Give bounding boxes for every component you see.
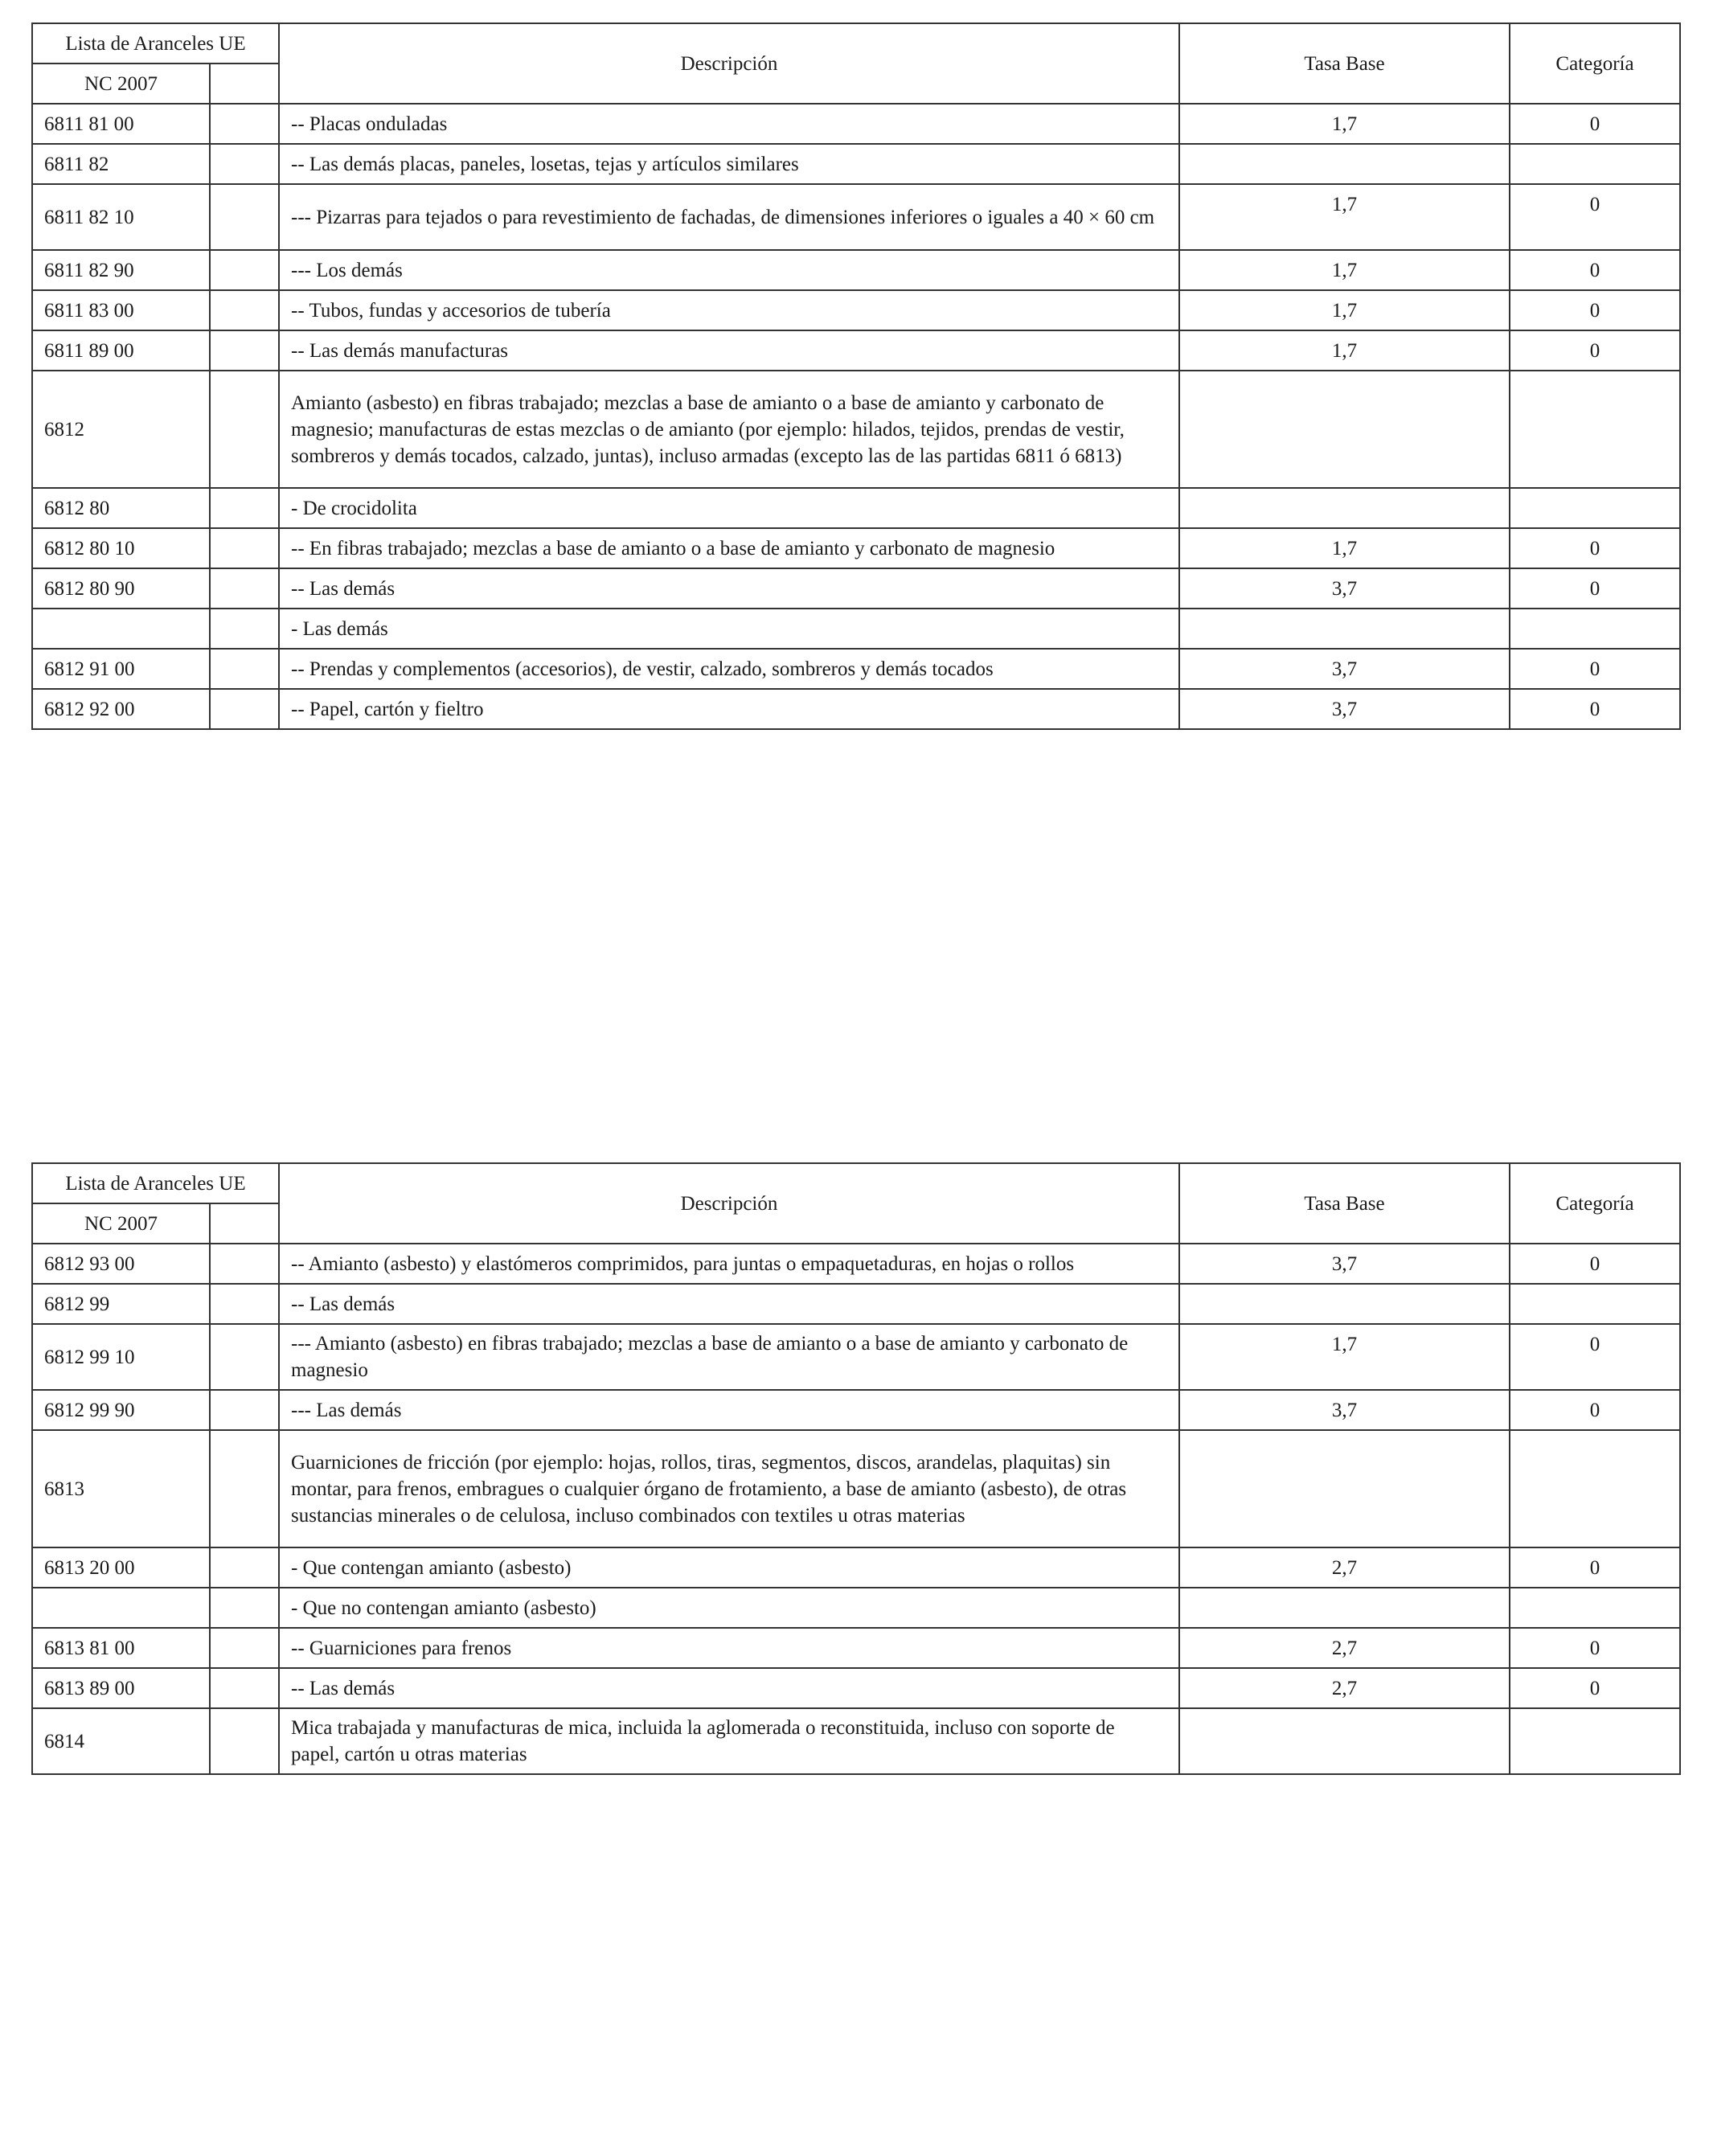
row-tasa: 3,7	[1179, 649, 1510, 689]
row-blank	[210, 689, 279, 729]
row-tasa: 1,7	[1179, 290, 1510, 330]
header-categoria: Categoría	[1510, 1163, 1680, 1244]
row-blank	[210, 1244, 279, 1284]
row-code: 6812 99 90	[32, 1390, 210, 1430]
header-nc: NC 2007	[32, 64, 210, 104]
row-blank	[210, 330, 279, 371]
row-cat: 0	[1510, 330, 1680, 371]
row-cat: 0	[1510, 568, 1680, 609]
row-code: 6811 81 00	[32, 104, 210, 144]
table-row	[32, 488, 1680, 528]
row-blank	[210, 1628, 279, 1668]
row-desc: - Que no contengan amianto (asbesto)	[279, 1588, 1179, 1628]
table-row	[32, 649, 1680, 689]
row-tasa: 3,7	[1179, 1244, 1510, 1284]
row-code: 6812 93 00	[32, 1244, 210, 1284]
table-row	[32, 104, 1680, 144]
row-desc: -- Amianto (asbesto) y elastómeros comprimidos, para juntas o empaquetaduras, en hojas o rollos	[279, 1244, 1179, 1284]
row-tasa: 3,7	[1179, 568, 1510, 609]
row-desc: -- Guarniciones para frenos	[279, 1628, 1179, 1668]
row-code: 6812 91 00	[32, 649, 210, 689]
row-cat: 0	[1510, 528, 1680, 568]
row-blank	[210, 528, 279, 568]
row-desc: -- En fibras trabajado; mezclas a base de amianto o a base de amianto y carbonato de magnesio	[279, 528, 1179, 568]
row-blank	[210, 1668, 279, 1708]
row-cat: 0	[1510, 250, 1680, 290]
table-row	[32, 1628, 1680, 1668]
row-code: 6811 83 00	[32, 290, 210, 330]
row-code: 6812 92 00	[32, 689, 210, 729]
row-code: 6812 80 90	[32, 568, 210, 609]
row-blank	[210, 104, 279, 144]
row-code: 6812 99	[32, 1284, 210, 1324]
table-row	[32, 609, 1680, 649]
table-row	[32, 330, 1680, 371]
row-tasa: 1,7	[1179, 528, 1510, 568]
row-desc: -- Las demás	[279, 1668, 1179, 1708]
header-categoria: Categoría	[1510, 23, 1680, 104]
table-row	[32, 144, 1680, 184]
row-blank	[210, 609, 279, 649]
row-code: 6812 80	[32, 488, 210, 528]
row-code	[32, 609, 210, 649]
row-blank	[210, 1588, 279, 1628]
row-tasa: 1,7	[1179, 250, 1510, 290]
row-code: 6811 82	[32, 144, 210, 184]
row-tasa: 1,7	[1179, 104, 1510, 144]
header-descripcion: Descripción	[279, 23, 1179, 104]
row-desc: -- Papel, cartón y fieltro	[279, 689, 1179, 729]
row-blank	[210, 184, 279, 250]
row-cat: 0	[1510, 1628, 1680, 1668]
row-blank	[210, 1284, 279, 1324]
header-tasa-base: Tasa Base	[1179, 23, 1510, 104]
row-desc: --- Los demás	[279, 250, 1179, 290]
row-code: 6812 80 10	[32, 528, 210, 568]
table-row	[32, 371, 1680, 488]
row-desc: Amianto (asbesto) en fibras trabajado; mezclas a base de amianto o a base de amianto y carbonato de magnesio; manufacturas de estas mezclas o de amianto (por ejemplo: hilados, tejidos, prendas de vestir, sombreros y demás tocados, calzado, juntas), incluso armadas (excepto las de las partidas 6811 ó 6813)	[279, 371, 1179, 488]
row-code: 6811 82 90	[32, 250, 210, 290]
table-row	[32, 1708, 1680, 1774]
row-cat	[1510, 144, 1680, 184]
row-tasa	[1179, 1284, 1510, 1324]
row-desc: --- Amianto (asbesto) en fibras trabajado; mezclas a base de amianto o a base de amianto y carbonato de magnesio	[279, 1324, 1179, 1390]
row-code: 6813 20 00	[32, 1547, 210, 1588]
row-cat: 0	[1510, 649, 1680, 689]
row-cat	[1510, 1284, 1680, 1324]
row-cat	[1510, 1708, 1680, 1774]
row-cat	[1510, 488, 1680, 528]
row-blank	[210, 371, 279, 488]
row-tasa	[1179, 371, 1510, 488]
row-desc: -- Las demás placas, paneles, losetas, tejas y artículos similares	[279, 144, 1179, 184]
header-nc: NC 2007	[32, 1203, 210, 1244]
row-cat	[1510, 1430, 1680, 1547]
row-code: 6813 89 00	[32, 1668, 210, 1708]
header-blank	[210, 64, 279, 104]
table-row	[32, 1284, 1680, 1324]
tariff-table-2	[31, 1162, 1681, 1775]
row-desc: --- Pizarras para tejados o para revestimiento de fachadas, de dimensiones inferiores o iguales a 40 × 60 cm	[279, 184, 1179, 250]
row-blank	[210, 250, 279, 290]
row-tasa: 1,7	[1179, 1324, 1510, 1390]
row-desc: Guarniciones de fricción (por ejemplo: hojas, rollos, tiras, segmentos, discos, arandelas, plaquitas) sin montar, para frenos, embragues o cualquier órgano de frotamiento, a base de amianto (asbesto), de otras sustancias minerales o de celulosa, incluso combinados con textiles u otras materias	[279, 1430, 1179, 1547]
row-tasa: 1,7	[1179, 330, 1510, 371]
tariff-table-1	[31, 23, 1681, 730]
row-desc: -- Prendas y complementos (accesorios), de vestir, calzado, sombreros y demás tocados	[279, 649, 1179, 689]
table-row	[32, 568, 1680, 609]
table-row	[32, 1547, 1680, 1588]
row-tasa: 2,7	[1179, 1547, 1510, 1588]
row-tasa	[1179, 1708, 1510, 1774]
row-tasa	[1179, 609, 1510, 649]
row-cat: 0	[1510, 689, 1680, 729]
row-desc: -- Tubos, fundas y accesorios de tubería	[279, 290, 1179, 330]
row-code: 6813	[32, 1430, 210, 1547]
row-blank	[210, 290, 279, 330]
row-code: 6811 82 10	[32, 184, 210, 250]
row-cat	[1510, 1588, 1680, 1628]
header-blank	[210, 1203, 279, 1244]
row-blank	[210, 1390, 279, 1430]
row-blank	[210, 1324, 279, 1390]
row-cat: 0	[1510, 1390, 1680, 1430]
table-row	[32, 528, 1680, 568]
row-tasa: 2,7	[1179, 1628, 1510, 1668]
row-desc: - Las demás	[279, 609, 1179, 649]
row-desc: - De crocidolita	[279, 488, 1179, 528]
row-cat: 0	[1510, 1547, 1680, 1588]
row-tasa: 2,7	[1179, 1668, 1510, 1708]
row-cat	[1510, 371, 1680, 488]
row-tasa: 3,7	[1179, 1390, 1510, 1430]
row-code: 6814	[32, 1708, 210, 1774]
table-row	[32, 250, 1680, 290]
row-code	[32, 1588, 210, 1628]
row-code: 6812	[32, 371, 210, 488]
row-tasa	[1179, 1430, 1510, 1547]
header-tasa-base: Tasa Base	[1179, 1163, 1510, 1244]
row-code: 6811 89 00	[32, 330, 210, 371]
row-blank	[210, 488, 279, 528]
header-lista: Lista de Aranceles UE	[32, 23, 279, 64]
row-cat: 0	[1510, 1668, 1680, 1708]
row-cat: 0	[1510, 184, 1680, 250]
row-blank	[210, 1547, 279, 1588]
table-row	[32, 1390, 1680, 1430]
row-blank	[210, 1430, 279, 1547]
row-desc: -- Las demás	[279, 1284, 1179, 1324]
row-tasa	[1179, 1588, 1510, 1628]
table-row	[32, 689, 1680, 729]
table-row	[32, 1244, 1680, 1284]
table-row	[32, 184, 1680, 250]
row-code: 6813 81 00	[32, 1628, 210, 1668]
table-row	[32, 1324, 1680, 1390]
table-row	[32, 1430, 1680, 1547]
row-cat: 0	[1510, 1324, 1680, 1390]
row-tasa: 1,7	[1179, 184, 1510, 250]
row-cat: 0	[1510, 104, 1680, 144]
row-tasa	[1179, 488, 1510, 528]
row-tasa	[1179, 144, 1510, 184]
row-desc: --- Las demás	[279, 1390, 1179, 1430]
row-desc: -- Las demás manufacturas	[279, 330, 1179, 371]
row-tasa: 3,7	[1179, 689, 1510, 729]
row-desc: - Que contengan amianto (asbesto)	[279, 1547, 1179, 1588]
row-blank	[210, 568, 279, 609]
row-cat	[1510, 609, 1680, 649]
row-cat: 0	[1510, 290, 1680, 330]
row-desc: Mica trabajada y manufacturas de mica, incluida la aglomerada o reconstituida, incluso con soporte de papel, cartón u otras materias	[279, 1708, 1179, 1774]
table-row	[32, 290, 1680, 330]
header-descripcion: Descripción	[279, 1163, 1179, 1244]
row-cat: 0	[1510, 1244, 1680, 1284]
table-row	[32, 1668, 1680, 1708]
row-blank	[210, 649, 279, 689]
row-blank	[210, 1708, 279, 1774]
row-blank	[210, 144, 279, 184]
table-row	[32, 1588, 1680, 1628]
row-code: 6812 99 10	[32, 1324, 210, 1390]
row-desc: -- Placas onduladas	[279, 104, 1179, 144]
header-lista: Lista de Aranceles UE	[32, 1163, 279, 1203]
row-desc: -- Las demás	[279, 568, 1179, 609]
